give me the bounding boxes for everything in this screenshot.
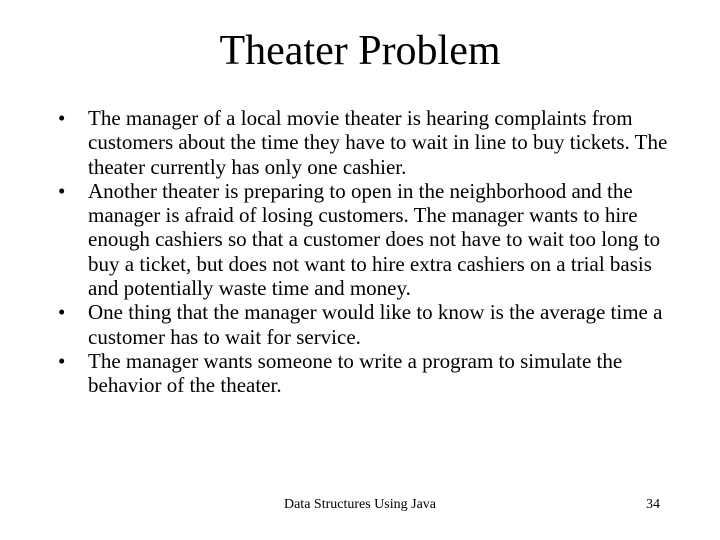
bullet-marker: • — [58, 300, 66, 325]
bullet-marker: • — [58, 348, 66, 373]
bullet-item — [58, 349, 670, 398]
page-number: 34 — [646, 497, 660, 512]
slide-title: Theater Problem — [219, 28, 501, 74]
bullet-item — [58, 106, 670, 179]
bullet-marker: • — [58, 106, 66, 130]
bullet-item — [58, 300, 670, 349]
bullet-text: The manager wants someone to write a program to simulate the behavior of the theater. — [88, 348, 623, 398]
bullet-item — [58, 179, 670, 300]
bullet-text: Another theater is preparing to open in the neighborhood and the manager is afraid of losing customers. The manager wants to hire enough cashiers so that a customer does not have to wait too long to buy a ticket, but does not want to hire extra cashiers on a trial basis and potentially waste time and money. — [88, 178, 661, 301]
footer-course: Data Structures Using Java — [283, 497, 437, 512]
bullet-list — [58, 106, 670, 398]
bullet-text: One thing that the manager would like to know is the average time a customer has to wait for service. — [88, 300, 663, 349]
bullet-text: The manager of a local movie theater is hearing complaints from customers about the time they have to wait in line to buy tickets. The theater currently has only one cashier. — [88, 106, 668, 179]
bullet-marker: • — [58, 178, 66, 203]
